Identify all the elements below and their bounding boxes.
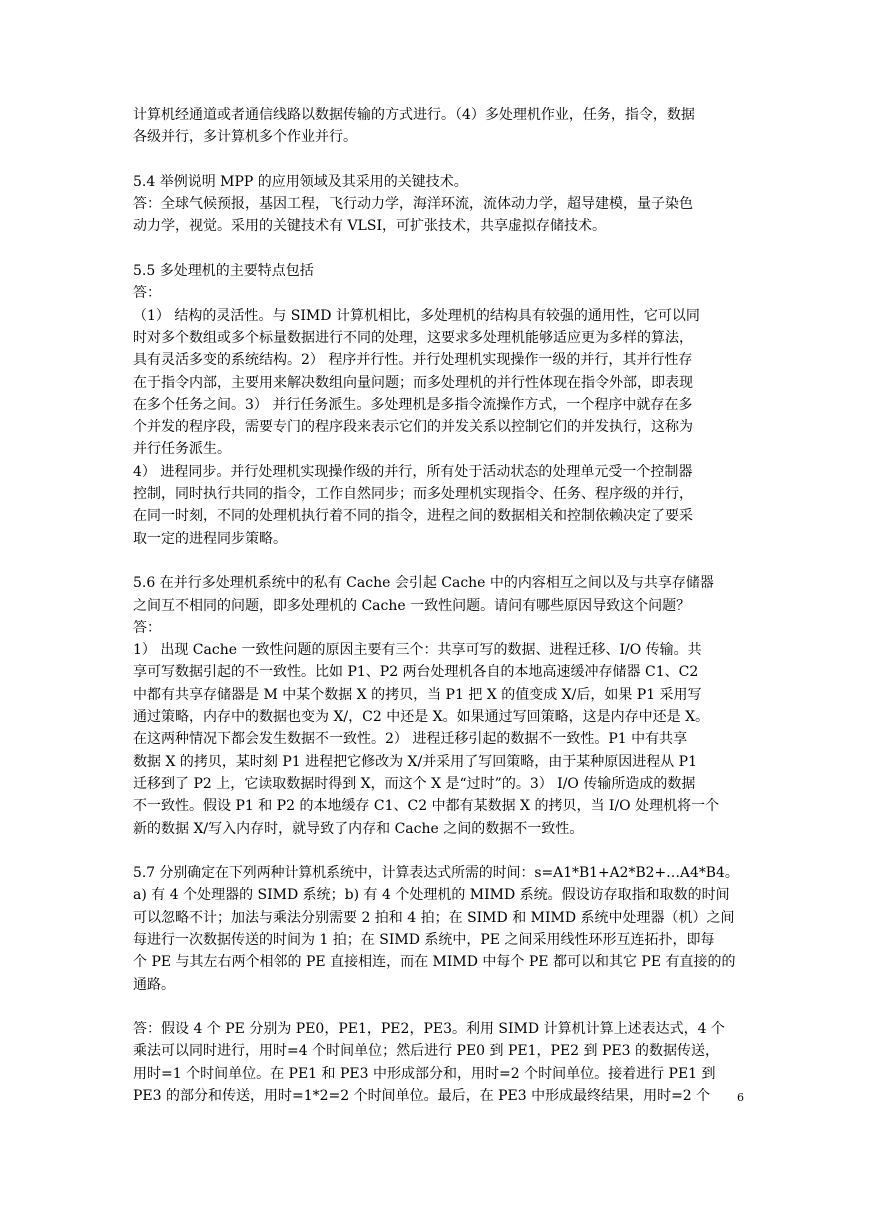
text-line: 各级并行，多计算机多个作业并行。 bbox=[133, 129, 357, 146]
text-line: 享可写数据引起的不一致性。比如 P1、P2 两台处理机各自的本地高速缓冲存储器 C1、C2 bbox=[133, 664, 699, 681]
text-line: 在这两种情况下都会发生数据不一致性。2） 进程迁移引起的数据不一致性。P1 中有共享 bbox=[133, 731, 688, 748]
question-5-4 bbox=[133, 171, 739, 238]
intro-paragraph bbox=[133, 104, 739, 149]
text-line: 个并发的程序段，需要专门的程序段来表示它们的并发关系以控制它们的并发执行，这称为 bbox=[133, 419, 693, 436]
text-line: 数据 X 的拷贝，某时刻 P1 进程把它修改为 X/并采用了写回策略，由于某种原因进程从 P1 bbox=[133, 753, 698, 770]
text-line: 1） 出现 Cache 一致性问题的原因主要有三个：共享可写的数据、进程迁移、I/O 传输。共 bbox=[133, 642, 702, 659]
text-line: 用时=1 个时间单位。在 PE1 和 PE3 中形成部分和，用时=2 个时间单位。接着进行 PE1 到 bbox=[133, 1065, 716, 1082]
text-line: 不一致性。假设 P1 和 P2 的本地缓存 C1、C2 中都有某数据 X 的拷贝，当 I/O 处理机将一个 bbox=[133, 798, 720, 815]
text-line: 动力学，视觉。采用的关键技术有 VLSI，可扩张技术，共享虚拟存储技术。 bbox=[133, 218, 606, 235]
text-line: 答：假设 4 个 PE 分别为 PE0，PE1，PE2，PE3。利用 SIMD 计算机计算上述表达式，4 个 bbox=[133, 1021, 725, 1038]
text-line: 时对多个数组或多个标量数据进行不同的处理，这要求多处理机能够适应更为多样的算法， bbox=[133, 329, 693, 346]
text-line: 新的数据 X/写入内存时，就导致了内存和 Cache 之间的数据不一致性。 bbox=[133, 820, 584, 837]
question-heading: 5.5 多处理机的主要特点包括 bbox=[133, 263, 314, 280]
text-line: a) 有 4 个处理器的 SIMD 系统；b) 有 4 个处理机的 MIMD 系统。假设访存取指和取数的时间 bbox=[133, 887, 730, 904]
text-line: 通过策略，内存中的数据也变为 X/，C2 中还是 X。如果通过写回策略，这是内存中还是 X。 bbox=[133, 709, 710, 726]
text-line: 答： bbox=[133, 619, 161, 636]
text-line: 迁移到了 P2 上，它读取数据时得到 X，而这个 X 是“过时”的。3） I/O 传输所造成的数据 bbox=[133, 775, 696, 792]
text-line: 之间互不相同的问题，即多处理机的 Cache 一致性问题。请问有哪些原因导致这个问题？ bbox=[133, 597, 691, 614]
text-line: 通路。 bbox=[133, 976, 175, 993]
question-5-6 bbox=[133, 572, 739, 840]
question-5-7 bbox=[133, 862, 739, 996]
document-page bbox=[133, 104, 739, 1107]
text-line: 在同一时刻，不同的处理机执行着不同的指令，进程之间的数据相关和控制依赖决定了要采 bbox=[133, 508, 693, 525]
text-line: 在多个任务之间。3） 并行任务派生。多处理机是多指令流操作方式，一个程序中就存在多 bbox=[133, 396, 693, 413]
text-line: 可以忽略不计；加法与乘法分别需要 2 拍和 4 拍；在 SIMD 和 MIMD 系统中处理器（机）之间 bbox=[133, 909, 735, 926]
text-line: 每进行一次数据传送的时间为 1 拍；在 SIMD 系统中，PE 之间采用线性环形互连拓扑，即每 bbox=[133, 931, 715, 948]
text-line: 中都有共享存储器是 M 中某个数据 X 的拷贝，当 P1 把 X 的值变成 X/后，如果 P1 采用写 bbox=[133, 686, 702, 703]
answer-5-7 bbox=[133, 1018, 739, 1107]
text-line: 4） 进程同步。并行处理机实现操作级的并行，所有处于活动状态的处理单元受一个控制器 bbox=[133, 463, 693, 480]
text-line: 具有灵活多变的系统结构。2） 程序并行性。并行处理机实现操作一级的并行，其并行性存 bbox=[133, 352, 693, 369]
question-heading: 5.4 举例说明 MPP 的应用领域及其采用的关键技术。 bbox=[133, 173, 468, 190]
text-line: PE3 的部分和传送，用时=1*2=2 个时间单位。最后，在 PE3 中形成最终结果，用时=2 个 bbox=[133, 1088, 711, 1105]
text-line: 在于指令内部，主要用来解决数组向量问题；而多处理机的并行性体现在指令外部，即表现 bbox=[133, 374, 693, 391]
text-line: 答： bbox=[133, 285, 161, 302]
text-line: （1） 结构的灵活性。与 SIMD 计算机相比，多处理机的结构具有较强的通用性，它可以同 bbox=[133, 307, 700, 324]
text-line: 控制，同时执行共同的指令，工作自然同步；而多处理机实现指令、任务、程序级的并行， bbox=[133, 486, 693, 503]
question-5-5 bbox=[133, 260, 739, 550]
text-line: 答：全球气候预报，基因工程，飞行动力学，海洋环流，流体动力学，超导建模，量子染色 bbox=[133, 196, 693, 213]
text-line: 个 PE 与其左右两个相邻的 PE 直接相连，而在 MIMD 中每个 PE 都可以和其它 PE 有直接的的 bbox=[133, 954, 736, 971]
text-line: 取一定的进程同步策略。 bbox=[133, 530, 287, 547]
page-number: 6 bbox=[737, 1091, 744, 1104]
text-line: 计算机经通道或者通信线路以数据传输的方式进行。（4）多处理机作业，任务，指令，数据 bbox=[133, 107, 695, 123]
question-heading: 5.6 在并行多处理机系统中的私有 Cache 会引起 Cache 中的内容相互之间以及与共享存储器 bbox=[133, 575, 714, 592]
text-line: 并行任务派生。 bbox=[133, 441, 231, 458]
text-line: 乘法可以同时进行，用时=4 个时间单位；然后进行 PE0 到 PE1，PE2 到 PE3 的数据传送， bbox=[133, 1043, 719, 1060]
question-heading: 5.7 分别确定在下列两种计算机系统中，计算表达式所需的时间：s=A1*B1+A2*B2+…A4*B4。 bbox=[133, 865, 739, 882]
